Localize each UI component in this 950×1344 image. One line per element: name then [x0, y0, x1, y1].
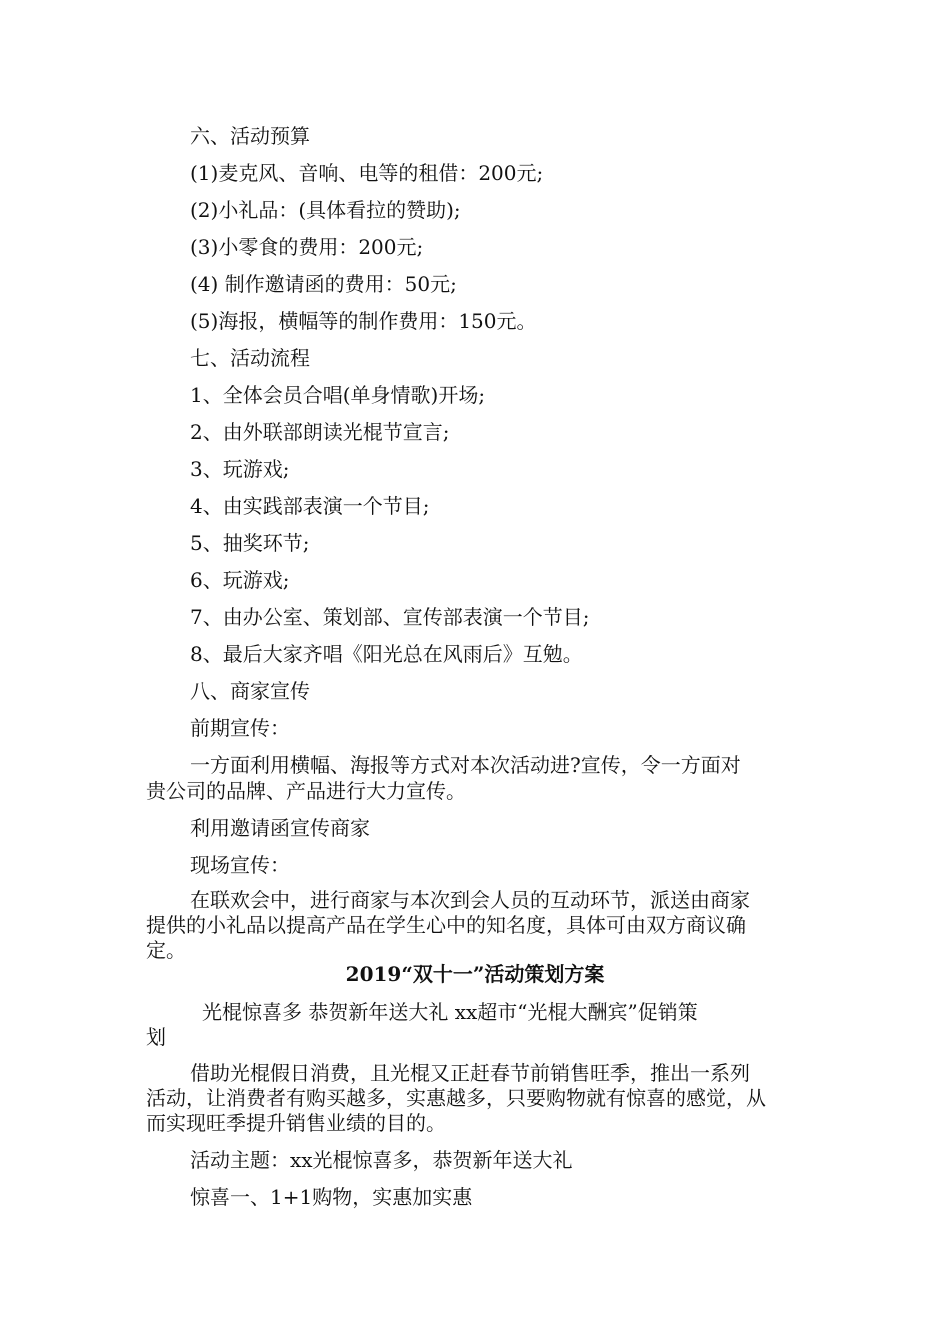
budget-item: (2)小礼品：(具体看拉的赞助); [190, 198, 461, 222]
onsite-promo-label: 现场宣传： [190, 853, 290, 877]
flow-item: 4、由实践部表演一个节目; [190, 494, 430, 518]
flow-item: 3、玩游戏; [190, 457, 290, 481]
budget-item: (5)海报，横幅等的制作费用：150元。 [190, 309, 537, 333]
flow-item: 1、全体会员合唱(单身情歌)开场; [190, 383, 486, 407]
early-promo-paragraph: 利用邀请函宣传商家 [190, 816, 370, 840]
budget-heading: 六、活动预算 [190, 124, 310, 148]
budget-item: (3)小零食的费用：200元; [190, 235, 424, 259]
budget-item: (1)麦克风、音响、电等的租借：200元; [190, 161, 544, 185]
promo-heading: 八、商家宣传 [190, 679, 310, 703]
onsite-promo-paragraph: 定。 [146, 938, 186, 962]
early-promo-label: 前期宣传： [190, 716, 290, 740]
plan-intro-paragraph: 借助光棍假日消费，且光棍又正赶春节前销售旺季，推出一系列 [190, 1061, 750, 1085]
flow-item: 6、玩游戏; [190, 568, 290, 592]
budget-item: (4) 制作邀请函的费用：50元; [190, 272, 457, 296]
plan-subtitle: 划 [146, 1025, 166, 1049]
flow-item: 2、由外联部朗读光棍节宣言; [190, 420, 450, 444]
plan-theme: 活动主题：xx光棍惊喜多，恭贺新年送大礼 [190, 1148, 573, 1172]
plan-title: 2019“双十一”活动策划方案 [345, 962, 605, 986]
plan-subtitle: 光棍惊喜多 恭贺新年送大礼 xx超市“光棍大酬宾”促销策 [202, 1000, 698, 1024]
plan-surprise-one: 惊喜一、1+1购物，实惠加实惠 [190, 1185, 473, 1209]
early-promo-paragraph: 一方面利用横幅、海报等方式对本次活动进?宣传，令一方面对 [190, 753, 741, 777]
plan-intro-paragraph: 而实现旺季提升销售业绩的目的。 [146, 1111, 446, 1135]
flow-item: 7、由办公室、策划部、宣传部表演一个节目; [190, 605, 590, 629]
onsite-promo-paragraph: 提供的小礼品以提高产品在学生心中的知名度，具体可由双方商议确 [146, 913, 746, 937]
onsite-promo-paragraph: 在联欢会中，进行商家与本次到会人员的互动环节，派送由商家 [190, 888, 750, 912]
flow-item: 8、最后大家齐唱《阳光总在风雨后》互勉。 [190, 642, 583, 666]
early-promo-paragraph: 贵公司的品牌、产品进行大力宣传。 [146, 779, 466, 803]
flow-item: 5、抽奖环节; [190, 531, 310, 555]
flow-heading: 七、活动流程 [190, 346, 310, 370]
plan-intro-paragraph: 活动，让消费者有购买越多，实惠越多，只要购物就有惊喜的感觉，从 [146, 1086, 766, 1110]
